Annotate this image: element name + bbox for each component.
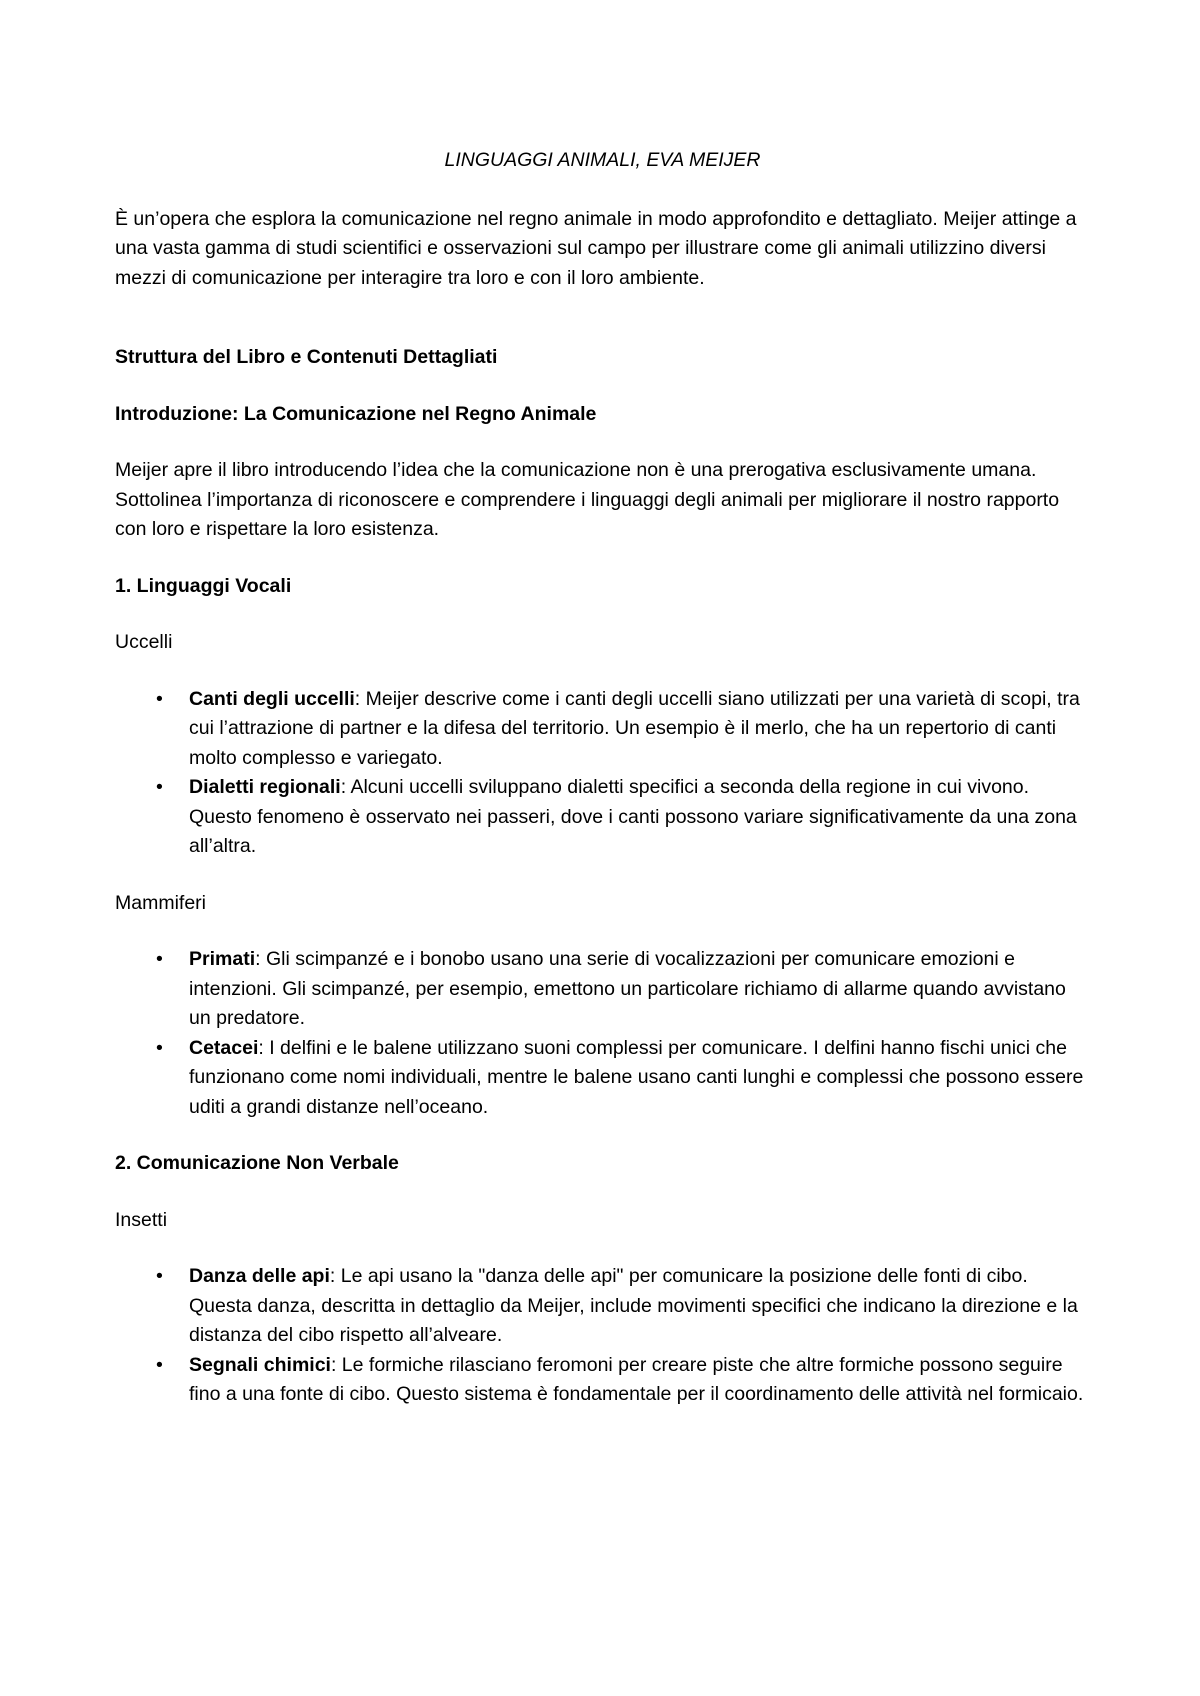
list-item <box>115 1034 1090 1123</box>
list-item <box>115 945 1090 1034</box>
list-item <box>115 1351 1090 1410</box>
insects-list <box>115 1262 1090 1410</box>
bullet-icon: • <box>156 776 163 798</box>
document-body <box>115 146 1090 1437</box>
structure-heading: Struttura del Libro e Contenuti Dettagliati <box>115 346 498 368</box>
list-item-term: Dialetti regionali <box>189 776 341 798</box>
list-item-text: : Meijer descrive come i canti degli uccelli siano utilizzati per una varietà di scopi, tra cui l’attrazione di partner e la difesa del territorio. Un esempio è il merlo, che ha un repertorio di canti molto complesso e variegato. <box>189 687 1080 769</box>
list-item-text: : Alcuni uccelli sviluppano dialetti specifici a seconda della regione in cui vivono. Questo fenomeno è osservato nei passeri, dove i canti possono variare significativamente da una zona all’altra. <box>189 776 1077 857</box>
insects-subheading: Insetti <box>115 1208 168 1231</box>
introduction-heading: Introduzione: La Comunicazione nel Regno Animale <box>115 402 597 425</box>
intro-paragraph: È un’opera che esplora la comunicazione nel regno animale in modo approfondito e dettagliato. Meijer attinge a una vasta gamma di studi scientifici e osservazioni sul campo per illustrare come gli animali utilizzino diversi mezzi di comunicazione per interagire tra loro e con il loro ambiente. <box>115 207 1077 289</box>
list-item-text: : Le formiche rilasciano feromoni per creare piste che altre formiche possono seguire fino a una fonte di cibo. Questo sistema è fondamentale per il coordinamento delle attività nel formicaio. <box>189 1353 1084 1405</box>
list-item <box>115 1262 1090 1351</box>
bullet-icon: • <box>156 948 163 970</box>
bullet-icon: • <box>156 1036 163 1059</box>
document-title: LINGUAGGI ANIMALI, EVA MEIJER <box>444 149 761 171</box>
list-item-text: : Le api usano la "danza delle api" per comunicare la posizione delle fonti di cibo. Questa danza, descritta in dettaglio da Meijer, include movimenti specifici che indicano la direzione e la distanza del cibo rispetto all’alveare. <box>189 1265 1078 1346</box>
mammals-subheading: Mammiferi <box>115 891 206 914</box>
list-item-term: Cetacei <box>189 1036 259 1059</box>
section-1-heading: 1. Linguaggi Vocali <box>115 574 292 597</box>
list-item-term: Canti degli uccelli <box>189 687 355 710</box>
list-item-text: : I delfini e le balene utilizzano suoni complessi per comunicare. I delfini hanno fischi unici che funzionano come nomi individuali, mentre le balene usano canti lunghi e complessi che possono essere uditi a grandi distanze nell’oceano. <box>189 1036 1084 1118</box>
list-item-term: Primati <box>189 948 256 970</box>
mammals-list <box>115 945 1090 1122</box>
list-item <box>115 773 1090 862</box>
list-item <box>115 685 1090 774</box>
birds-list <box>115 685 1090 862</box>
bullet-icon: • <box>156 1265 163 1287</box>
section-2-heading: 2. Comunicazione Non Verbale <box>115 1152 399 1174</box>
list-item-text: : Gli scimpanzé e i bonobo usano una serie di vocalizzazioni per comunicare emozioni e intenzioni. Gli scimpanzé, per esempio, emettono un particolare richiamo di allarme quando avvistano un predatore. <box>189 948 1066 1029</box>
introduction-paragraph: Meijer apre il libro introducendo l’idea che la comunicazione non è una prerogativa esclusivamente umana. Sottolinea l’importanza di riconoscere e comprendere i linguaggi degli animali per migliorare il nostro rapporto con loro e rispettare la loro esistenza. <box>115 459 1060 540</box>
bullet-icon: • <box>156 687 163 710</box>
bullet-icon: • <box>156 1353 163 1376</box>
birds-subheading: Uccelli <box>115 631 173 653</box>
list-item-term: Segnali chimici <box>189 1353 331 1376</box>
list-item-term: Danza delle api <box>189 1265 330 1287</box>
